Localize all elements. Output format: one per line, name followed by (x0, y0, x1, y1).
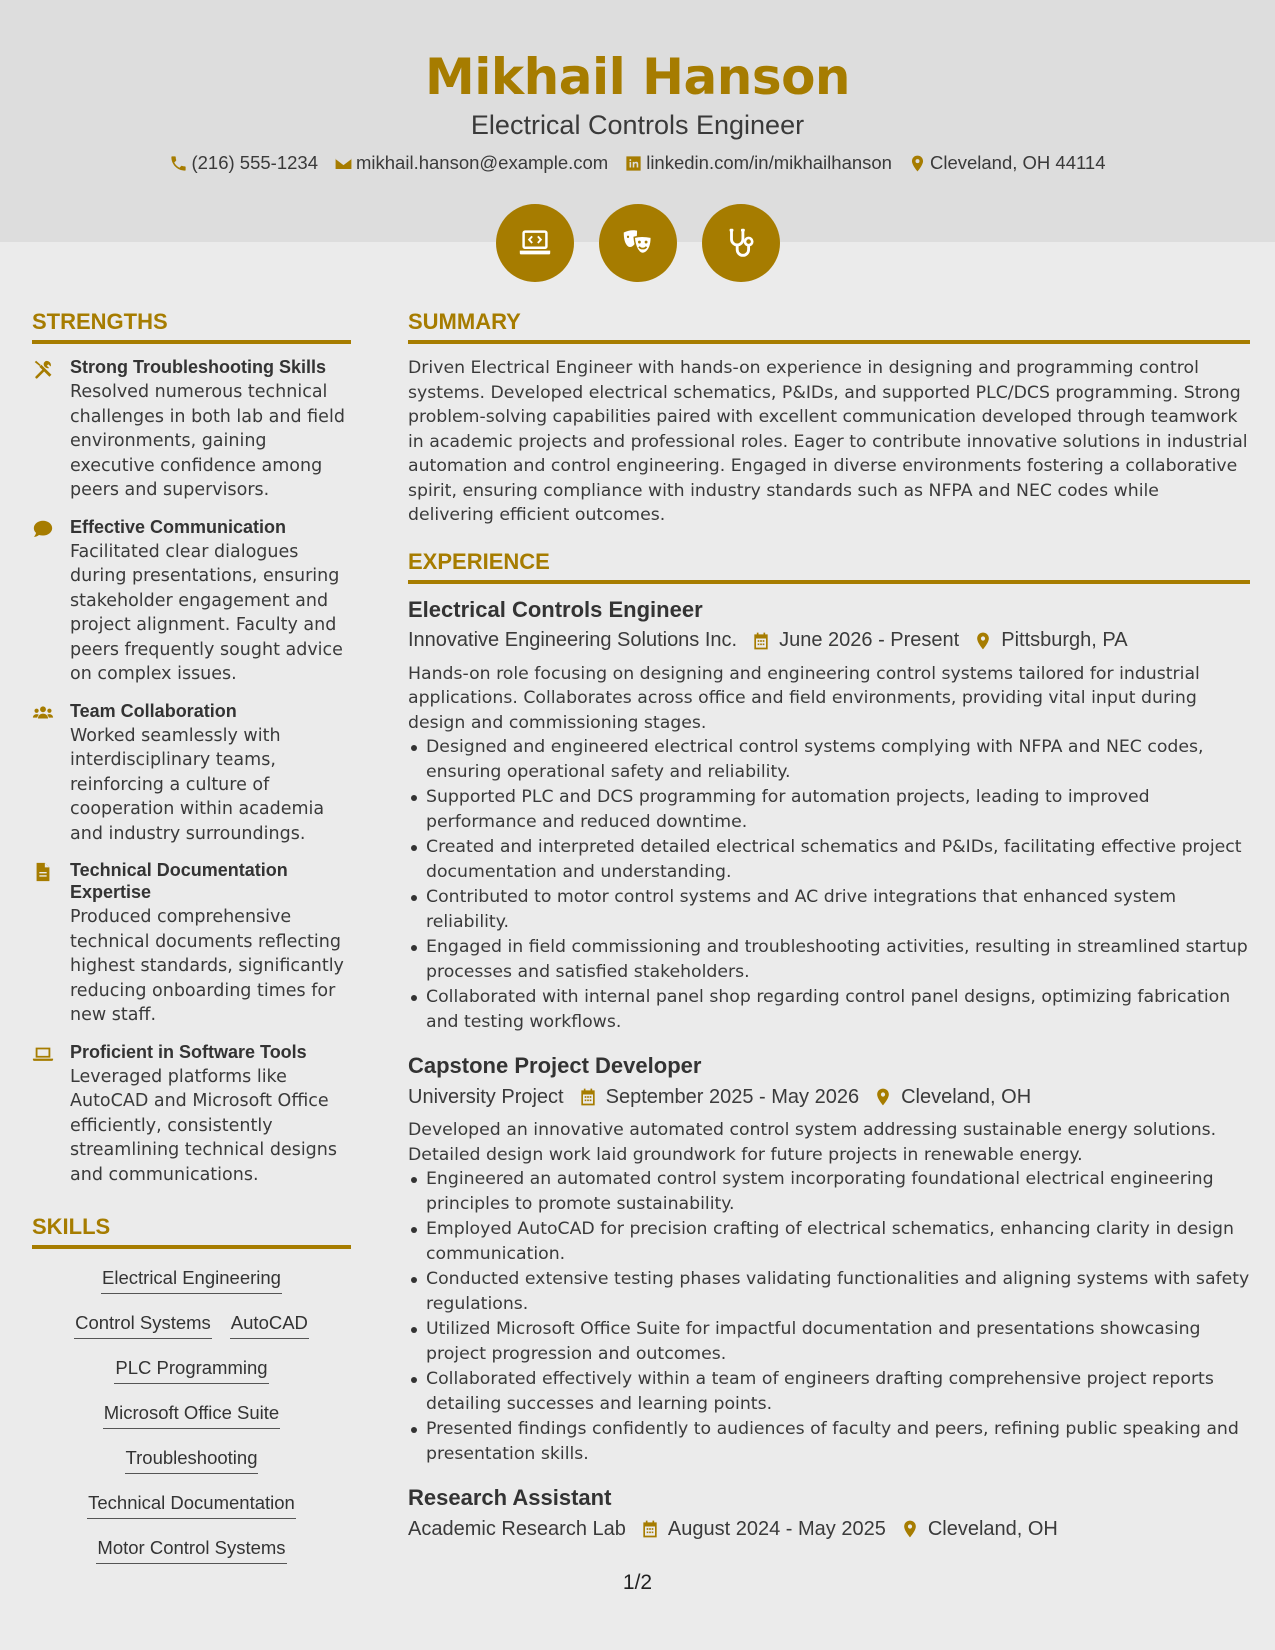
skill-tag: Microsoft Office Suite (103, 1402, 280, 1429)
list-item: Created and interpreted detailed electrical schematics and P&IDs, facilitating effective project documentation and understanding. (408, 835, 1250, 884)
skills-list (32, 1261, 351, 1576)
strength-item (32, 356, 351, 503)
contact-email-text: mikhail.hanson@example.com (356, 152, 609, 173)
map-pin-icon (908, 154, 927, 173)
theater-masks-icon (619, 224, 657, 262)
candidate-title: Electrical Controls Engineer (470, 110, 805, 140)
job-entry (408, 1052, 1250, 1466)
job-meta (408, 624, 1250, 658)
skill-row (32, 1531, 351, 1576)
skill-tag: Technical Documentation (87, 1492, 296, 1519)
strength-title: Technical Documentation Expertise (70, 860, 288, 902)
skill-row (32, 1396, 351, 1441)
job-entry (408, 1484, 1250, 1546)
contact-bar (0, 152, 1275, 174)
job-description: Hands-on role focusing on designing and engineering control systems tailored for industrial applications. Collaborates across office and field environments, providing vital input during design and commissioning stages. (408, 663, 1200, 733)
contact-phone-text: (216) 555-1234 (191, 152, 318, 173)
stethoscope-circle (702, 204, 780, 282)
laptop-icon (32, 1043, 54, 1065)
contact-email[interactable] (334, 152, 608, 174)
strength-desc: Produced comprehensive technical documents reflecting highest standards, significantly reducing onboarding times for new staff. (70, 907, 344, 1025)
laptop-code-circle (496, 204, 574, 282)
skills-heading: SKILLS (32, 1213, 351, 1249)
list-item: Collaborated with internal panel shop regarding control panel designs, optimizing fabrication and testing workflows. (408, 985, 1250, 1034)
strength-desc: Leveraged platforms like AutoCAD and Microsoft Office efficiently, consistently streamlining technical designs and communications. (70, 1066, 338, 1185)
job-dates: August 2024 - May 2025 (667, 1517, 886, 1540)
strength-desc: Resolved numerous technical challenges in both lab and field environments, gaining executive confidence among peers and supervisors. (70, 382, 345, 500)
strength-item (32, 700, 351, 847)
experience-heading: EXPERIENCE (408, 548, 1250, 584)
skill-tag: Motor Control Systems (96, 1537, 286, 1564)
users-icon (32, 702, 54, 724)
list-item: Engineered an automated control system incorporating foundational electrical engineering principles to promote sustainability. (408, 1167, 1250, 1216)
skill-row (32, 1306, 351, 1351)
job-meta (408, 1080, 1250, 1114)
job-dates: June 2026 - Present (779, 629, 960, 651)
phone-icon (169, 154, 188, 173)
strength-title: Team Collaboration (70, 700, 237, 721)
job-bullets (408, 1167, 1250, 1466)
list-item: Collaborated effectively within a team of engineers drafting comprehensive project reports detailing successes and learning points. (408, 1367, 1250, 1416)
strength-item (32, 516, 351, 687)
contact-location (908, 152, 1106, 174)
job-title: Electrical Controls Engineer (408, 596, 703, 622)
strengths-heading: STRENGTHS (32, 308, 351, 344)
right-column (408, 308, 1250, 1564)
skill-tag: PLC Programming (114, 1357, 268, 1384)
theater-masks-circle (599, 204, 677, 282)
strength-item (32, 859, 351, 1028)
candidate-name: Mikhail Hanson (424, 48, 851, 106)
left-column (32, 308, 351, 1576)
job-title: Capstone Project Developer (408, 1053, 702, 1078)
skill-tag: AutoCAD (230, 1312, 309, 1339)
job-company: Innovative Engineering Solutions Inc. (408, 629, 738, 651)
job-company: University Project (408, 1085, 564, 1108)
job-description: Developed an innovative automated control system addressing sustainable energy solutions. Detailed design work laid groundwork for future projects in renewable energy. (408, 1120, 1217, 1165)
skill-row (32, 1486, 351, 1531)
strength-title: Strong Troubleshooting Skills (70, 357, 327, 377)
envelope-icon (334, 154, 353, 173)
calendar-icon (578, 1087, 598, 1107)
job-bullets (408, 735, 1250, 1034)
job-company: Academic Research Lab (408, 1517, 626, 1540)
job-dates: September 2025 - May 2026 (605, 1085, 860, 1108)
skill-tag: Troubleshooting (125, 1447, 259, 1474)
job-location: Cleveland, OH (927, 1517, 1058, 1540)
list-item: Supported PLC and DCS programming for automation projects, leading to improved performance and reduced downtime. (408, 785, 1250, 834)
list-item: Utilized Microsoft Office Suite for impactful documentation and presentations showcasing project progression and outcomes. (408, 1317, 1250, 1366)
map-pin-icon (973, 631, 993, 651)
strength-title: Effective Communication (70, 516, 287, 537)
tools-icon (32, 358, 54, 380)
linkedin-icon (624, 154, 643, 173)
contact-linkedin[interactable] (624, 152, 892, 174)
skill-row (32, 1441, 351, 1486)
map-pin-icon (900, 1519, 920, 1539)
list-item: Conducted extensive testing phases validating functionalities and aligning systems with safety regulations. (408, 1267, 1250, 1316)
skill-row (32, 1351, 351, 1396)
list-item: Contributed to motor control systems and AC drive integrations that enhanced system reliability. (408, 885, 1250, 934)
comment-icon (32, 518, 54, 540)
calendar-icon (751, 631, 771, 651)
calendar-icon (640, 1519, 660, 1539)
interest-icons (0, 204, 1275, 282)
document-icon (32, 861, 54, 883)
contact-location-text: Cleveland, OH 44114 (929, 152, 1106, 173)
strength-desc: Worked seamlessly with interdisciplinary teams, reinforcing a culture of cooperation within academia and industry surroundings. (70, 725, 325, 844)
job-location: Cleveland, OH (901, 1085, 1032, 1108)
summary-heading: SUMMARY (408, 308, 1250, 344)
job-location: Pittsburgh, PA (1001, 629, 1128, 651)
map-pin-icon (873, 1087, 893, 1107)
job-entry (408, 596, 1250, 1035)
job-title: Research Assistant (408, 1485, 612, 1510)
list-item: Designed and engineered electrical control systems complying with NFPA and NEC codes, ensuring operational safety and reliability. (408, 735, 1250, 784)
stethoscope-icon (722, 224, 760, 262)
list-item: Engaged in field commissioning and troubleshooting activities, resulting in streamlined startup processes and satisfied stakeholders. (408, 935, 1250, 984)
job-meta (408, 1512, 1250, 1546)
contact-linkedin-text: linkedin.com/in/mikhailhanson (646, 152, 892, 173)
skill-row (32, 1261, 351, 1306)
strength-title: Proficient in Software Tools (70, 1041, 307, 1062)
list-item: Employed AutoCAD for precision crafting of electrical schematics, enhancing clarity in design communication. (408, 1217, 1250, 1266)
skill-tag: Electrical Engineering (101, 1267, 282, 1294)
contact-phone[interactable] (169, 152, 318, 174)
page-indicator: 1/2 (622, 1571, 653, 1594)
list-item: Presented findings confidently to audiences of faculty and peers, refining public speaking and presentation skills. (408, 1417, 1250, 1466)
summary-text: Driven Electrical Engineer with hands-on experience in designing and programming control systems. Developed electrical schematics, P&IDs, and supported PLC/DCS programming. Strong problem-solving capabilities paired with excellent communication developed through teamwork in academic projects and professional roles. Eager to contribute innovative solutions in industrial automation and control engineering. Engaged in diverse environments fostering a collaborative spirit, ensuring compliance with industry standards such as NFPA and NEC codes while delivering efficient outcomes. (408, 358, 1248, 525)
laptop-code-icon (516, 224, 554, 262)
strength-desc: Facilitated clear dialogues during presentations, ensuring stakeholder engagement and project alignment. Faculty and peers frequently sought advice on complex issues. (70, 541, 343, 684)
strength-item (32, 1041, 351, 1188)
skill-tag: Control Systems (74, 1312, 212, 1339)
